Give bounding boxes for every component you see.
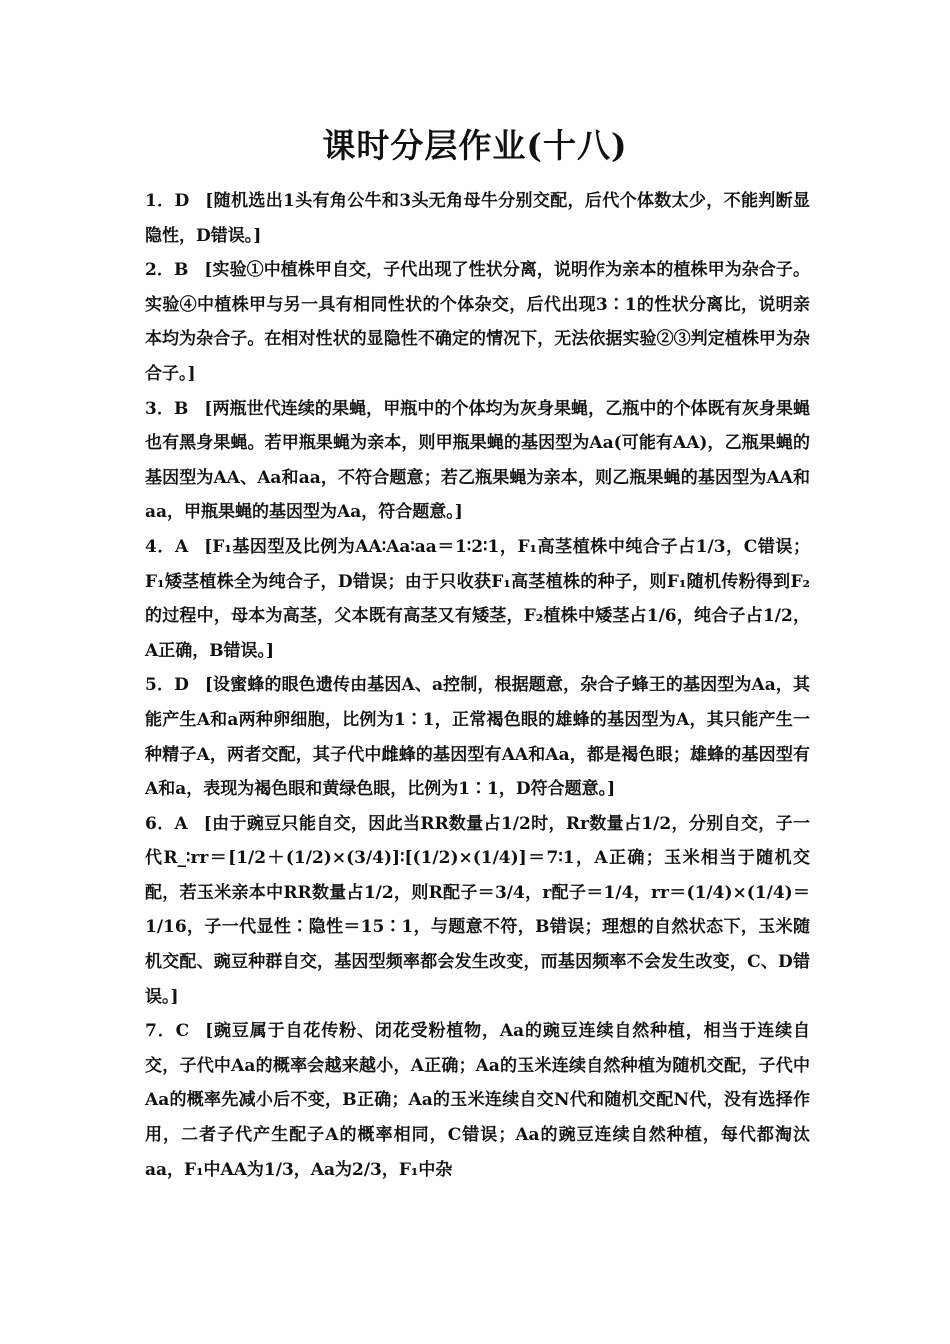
answer-item: 5．D [设蜜蜂的眼色遗传由基因A、a控制，根据题意，杂合子蜂王的基因型为Aa，其能产生A和a两种卵细胞，比例为1∶1，正常褐色眼的雄蜂的基因型为A，其只能产生一种精子A，两者交配，其子代中雌蜂的基因型有AA和Aa，都是褐色眼；雄蜂的基因型有A和a，表现为褐色眼和黄绿色眼，比例为1∶1，D符合题意。] (145, 675, 811, 800)
answer-item: 1．D [随机选出1头有角公牛和3头无角母牛分别交配，后代个体数太少，不能判断显隐性，D错误。] (145, 191, 810, 246)
answer-explanation: [两瓶世代连续的果蝇，甲瓶中的个体均为灰身果蝇，乙瓶中的个体既有灰身果蝇也有黑身果蝇。若甲瓶果蝇为亲本，则甲瓶果蝇的基因型为Aa(可能有AA)，乙瓶果蝇的基因型为AA、Aa和aa，不符合题意；若乙瓶果蝇为亲本，则乙瓶果蝇的基因型为AA和aa，甲瓶果蝇的基因型为Aa，符合题意。] (145, 398, 811, 523)
answer-explanation: [豌豆属于自花传粉、闭花受粉植物，Aa的豌豆连续自然种植，相当于连续自交，子代中Aa的概率会越来越小，A正确；Aa的玉米连续自然种植为随机交配，子代中Aa的概率先减小后不变，B正确；Aa的玉米连续自交N代和随机交配N代，没有选择作用，二者子代产生配子A的概率相同，C错误；Aa的豌豆连续自然种植，每代都淘汰aa，F₁中AA为1/3，Aa为2/3，F₁中杂 (145, 1021, 811, 1180)
answer-item: 7．C [豌豆属于自花传粉、闭花受粉植物，Aa的豌豆连续自然种植，相当于连续自交，子代中Aa的概率会越来越小，A正确；Aa的玉米连续自然种植为随机交配，子代中Aa的概率先减小后不变，B正确；Aa的玉米连续自交N代和随机交配N代，没有选择作用，二者子代产生配子A的概率相同，C错误；Aa的豌豆连续自然种植，每代都淘汰aa，F₁中AA为1/3，Aa为2/3，F₁中杂 (145, 1021, 811, 1180)
answer-key: D (174, 191, 190, 211)
answer-number: 5 (145, 675, 157, 696)
answer-item: 4．A [F₁基因型及比例为AA∶Aa∶aa＝1∶2∶1，F₁高茎植株中纯合子占1/3，C错误；F₁矮茎植株全为纯合子，D错误；由于只收获F₁高茎植株的种子，则F₁随机传粉得到F₂的过程中，母本为高茎，父本既有高茎又有矮茎，F₂植株中矮茎占1/6，纯合子占1/2，A正确，B错误。] (145, 536, 810, 661)
answer-item: 2．B [实验①中植株甲自交，子代出现了性状分离，说明作为亲本的植株甲为杂合子。实验④中植株甲与另一具有相同性状的个体杂交，后代出现3∶1的性状分离比，说明亲本均为杂合子。在相对性状的显隐性不确定的情况下，无法依据实验②③判定植株甲为杂合子。] (145, 260, 811, 384)
answer-item: 3．B [两瓶世代连续的果蝇，甲瓶中的个体均为灰身果蝇，乙瓶中的个体既有灰身果蝇也有黑身果蝇。若甲瓶果蝇为亲本，则甲瓶果蝇的基因型为Aa(可能有AA)，乙瓶果蝇的基因型为AA、Aa和aa，不符合题意；若乙瓶果蝇为亲本，则乙瓶果蝇的基因型为AA和aa，甲瓶果蝇的基因型为Aa，符合题意。] (145, 398, 811, 523)
answer-number: 3 (145, 398, 157, 419)
answer-key: D (174, 675, 189, 696)
answer-key: B (174, 398, 189, 419)
answer-number: 7 (145, 1021, 157, 1042)
answer-explanation: [由于豌豆只能自交，因此当RR数量占1/2时，Rr数量占1/2，分别自交，子一代R_∶rr＝[1/2＋(1/2)×(3/4)]∶[(1/2)×(1/4)]＝7∶1，A正确；玉米相当于随机交配，若玉米亲本中RR数量占1/2，则R配子＝3/4，r配子＝1/4，rr＝(1/4)×(1/4)＝1/16，子一代显性∶隐性＝15∶1，与题意不符，B错误；理想的自然状态下，玉米随机交配、豌豆种群自交，基因型频率都会发生改变，而基因频率不会发生改变，C、D错误。] (145, 813, 810, 1007)
answer-number: 6 (145, 813, 157, 834)
answer-number: 1 (145, 191, 157, 211)
answer-explanation: [设蜜蜂的眼色遗传由基因A、a控制，根据题意，杂合子蜂王的基因型为Aa，其能产生A和a两种卵细胞，比例为1∶1，正常褐色眼的雄蜂的基因型为A，其只能产生一种精子A，两者交配，其子代中雌蜂的基因型有AA和Aa，都是褐色眼；雄蜂的基因型有A和a，表现为褐色眼和黄绿色眼，比例为1∶1，D符合题意。] (145, 675, 811, 800)
page-title: 课时分层作业(十八) (322, 126, 628, 165)
answer-key: C (175, 1021, 190, 1042)
answer-key: B (174, 260, 189, 281)
answer-key: A (175, 536, 189, 557)
answer-list (145, 184, 810, 1187)
answer-number: 4 (145, 536, 157, 557)
answer-explanation: [随机选出1头有角公牛和3头无角母牛分别交配，后代个体数太少，不能判断显隐性，D错误。] (145, 191, 810, 246)
answer-item: 6．A [由于豌豆只能自交，因此当RR数量占1/2时，Rr数量占1/2，分别自交，子一代R_∶rr＝[1/2＋(1/2)×(3/4)]∶[(1/2)×(1/4)]＝7∶1，A正确；玉米相当于随机交配，若玉米亲本中RR数量占1/2，则R配子＝3/4，r配子＝1/4，rr＝(1/4)×(1/4)＝1/16，子一代显性∶隐性＝15∶1，与题意不符，B错误；理想的自然状态下，玉米随机交配、豌豆种群自交，基因型频率都会发生改变，而基因频率不会发生改变，C、D错误。] (145, 813, 810, 1007)
answer-key: A (174, 813, 188, 834)
answer-explanation: [实验①中植株甲自交，子代出现了性状分离，说明作为亲本的植株甲为杂合子。实验④中植株甲与另一具有相同性状的个体杂交，后代出现3∶1的性状分离比，说明亲本均为杂合子。在相对性状的显隐性不确定的情况下，无法依据实验②③判定植株甲为杂合子。] (145, 260, 811, 384)
answer-explanation: [F₁基因型及比例为AA∶Aa∶aa＝1∶2∶1，F₁高茎植株中纯合子占1/3，C错误；F₁矮茎植株全为纯合子，D错误；由于只收获F₁高茎植株的种子，则F₁随机传粉得到F₂的过程中，母本为高茎，父本既有高茎又有矮茎，F₂植株中矮茎占1/6，纯合子占1/2，A正确，B错误。] (145, 536, 810, 661)
answer-number: 2 (145, 260, 157, 281)
